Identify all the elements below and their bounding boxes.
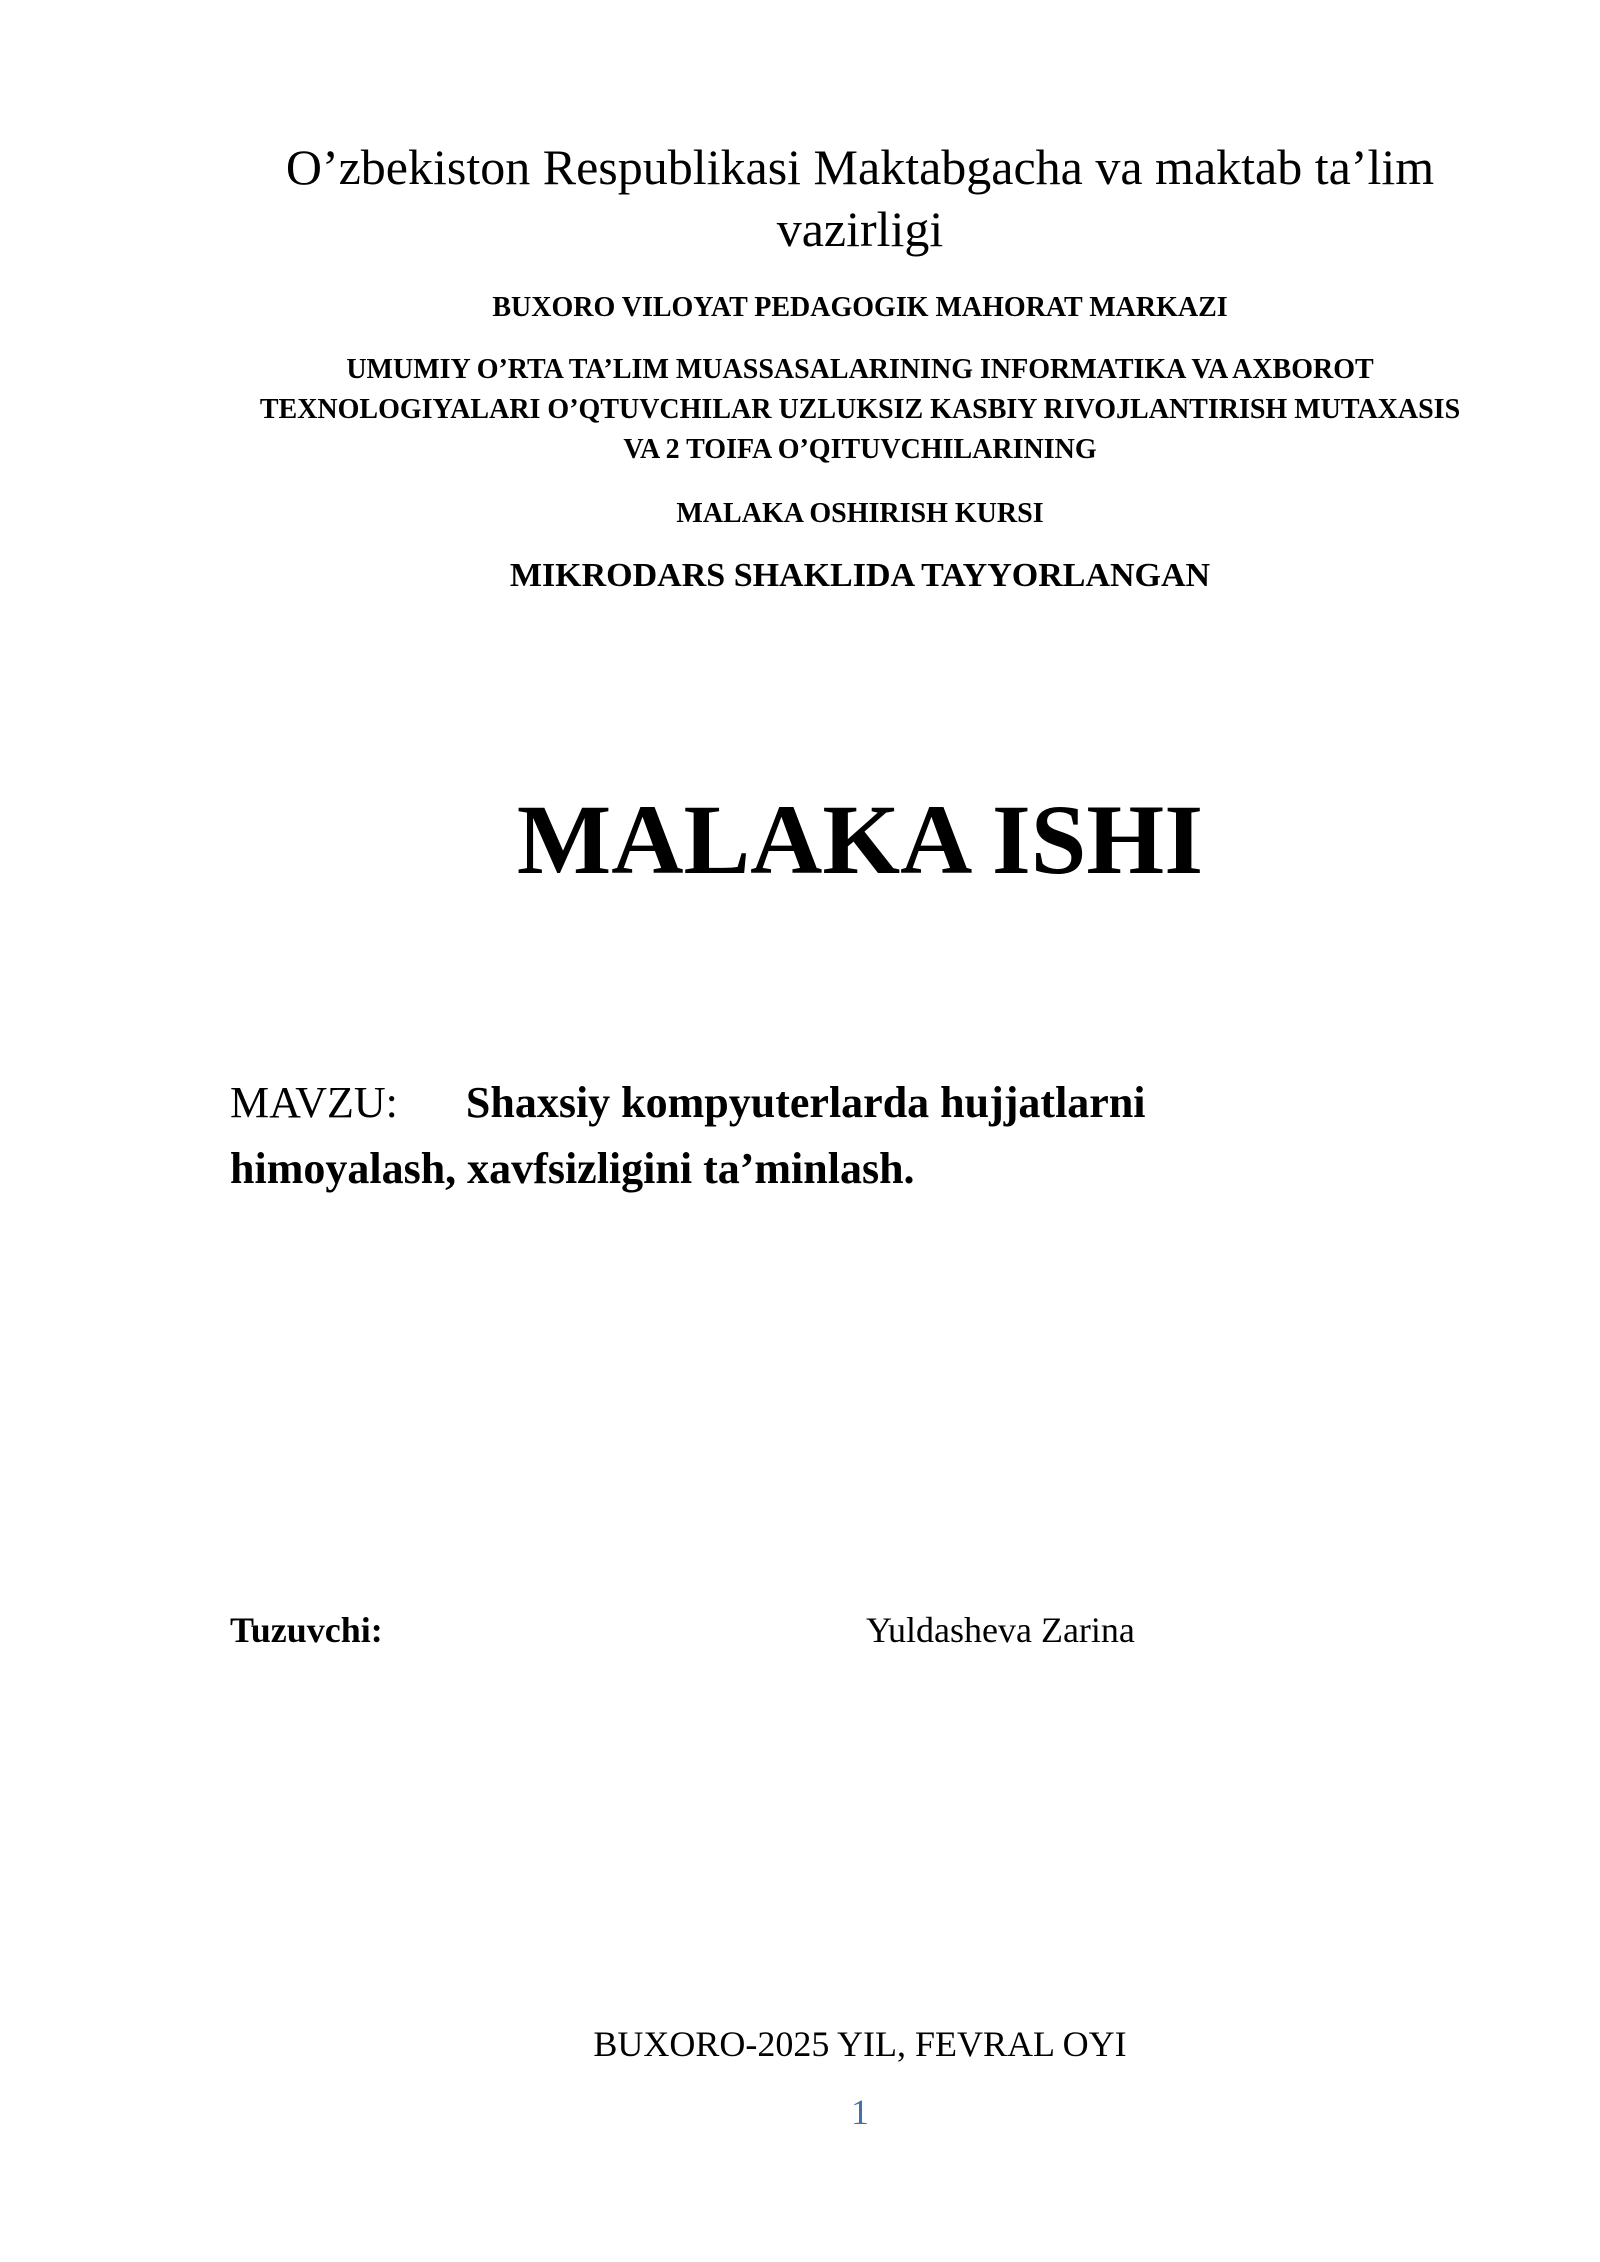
- course-heading: MALAKA OSHIRISH KURSI: [676, 498, 1044, 529]
- format-heading: MIKRODARS SHAKLIDA TAYYORLANGAN: [509, 557, 1211, 594]
- document-title: MALAKA ISHI: [516, 784, 1204, 895]
- audience-heading: UMUMIY O’RTA TA’LIM MUASSASALARINING INFORMATIKA VA AXBOROT TEXNOLOGIYALARI O’QTUVCHILAR UZLUKSIZ KASBIY RIVOJLANTIRISH MUTAXASIS VA 2 TOIFA O’QITUVCHILARINING: [259, 354, 1461, 465]
- topic-text: Shaxsiy kompyuterlarda hujjatlarni himoyalash, xavfsizligini ta’minlash.: [230, 1078, 1146, 1193]
- topic-block: [230, 1070, 1330, 1202]
- author-label: Tuzuvchi:: [230, 1610, 383, 1650]
- topic-label: MAVZU:: [230, 1078, 398, 1127]
- city-date: BUXORO-2025 YIL, FEVRAL OYI: [593, 2024, 1127, 2064]
- author-name: Yuldasheva Zarina: [866, 1610, 1135, 1650]
- ministry-heading: O’zbekiston Respublikasi Maktabgacha va maktab ta’lim vazirligi: [285, 139, 1435, 257]
- page-number: 1: [851, 2092, 869, 2132]
- center-heading: BUXORO VILOYAT PEDAGOGIK MAHORAT MARKAZI: [492, 292, 1228, 323]
